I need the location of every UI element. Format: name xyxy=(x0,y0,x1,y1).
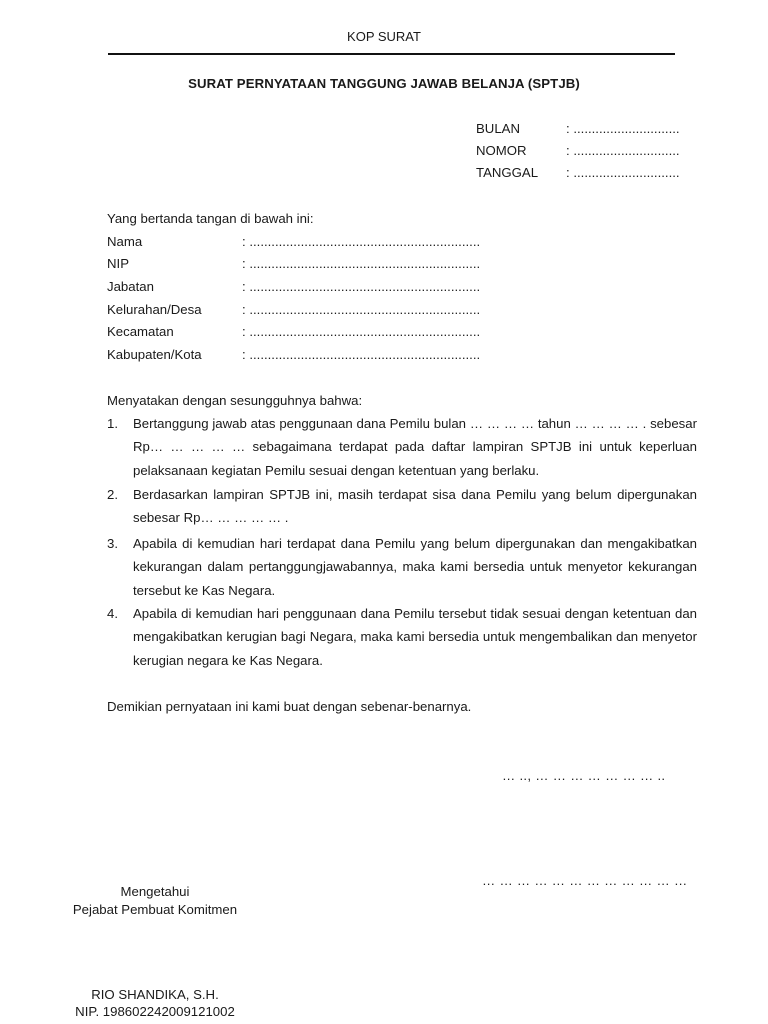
identity-label: Kabupaten/Kota xyxy=(107,347,202,362)
statement-intro: Menyatakan dengan sesungguhnya bahwa: xyxy=(107,393,363,408)
item-number: 3. xyxy=(107,536,118,551)
identity-label: Jabatan xyxy=(107,279,154,294)
meta-value: : ............................. xyxy=(566,165,680,180)
identity-label: NIP xyxy=(107,256,129,271)
identity-value: : ............................................................... xyxy=(242,347,481,362)
item-text: Bertanggung jawab atas penggunaan dana Pemilu bulan … … … … tahun … … … … . sebesar Rp… … … … … sebagaimana terdapat pada daftar lampiran SPTJB ini untuk keperluan pelaksanaan kegiatan Pemilu sesuai dengan ketentuan yang berlaku. xyxy=(133,416,697,478)
item-number: 2. xyxy=(107,487,118,502)
header-divider xyxy=(108,53,675,55)
kop-surat-label: KOP SURAT xyxy=(347,29,421,44)
identity-value: : ............................................................... xyxy=(242,234,481,249)
identity-label: Nama xyxy=(107,234,143,249)
closing-statement: Demikian pernyataan ini kami buat dengan sebenar-benarnya. xyxy=(107,699,472,714)
official-nip: NIP. 198602242009121002 xyxy=(75,1004,235,1019)
identity-intro: Yang bertanda tangan di bawah ini: xyxy=(107,211,314,226)
item-text: Apabila di kemudian hari terdapat dana Pemilu yang belum dipergunakan dan mengakibatkan kekurangan dalam pertanggungjawabannya, maka kami bersedia untuk menyetor kekurangan tersebut ke Kas Negara. xyxy=(133,536,697,598)
identity-value: : ............................................................... xyxy=(242,279,481,294)
official-title: Pejabat Pembuat Komitmen xyxy=(72,902,238,917)
identity-label: Kecamatan xyxy=(107,324,174,339)
acknowledge-label: Mengetahui xyxy=(120,884,190,899)
statement-item-1 xyxy=(107,412,697,482)
identity-value: : ............................................................... xyxy=(242,256,481,271)
place-date-placeholder: … .., … … … … … … … .. xyxy=(502,768,666,783)
identity-value: : ............................................................... xyxy=(242,324,481,339)
item-number: 4. xyxy=(107,606,118,621)
meta-value: : ............................. xyxy=(566,121,680,136)
statement-item-3 xyxy=(107,532,697,602)
document-title: SURAT PERNYATAAN TANGGUNG JAWAB BELANJA (SPTJB) xyxy=(188,76,580,91)
item-number: 1. xyxy=(107,416,118,431)
signer-name-placeholder: … … … … … … … … … … … … xyxy=(482,873,688,888)
identity-value: : ............................................................... xyxy=(242,302,481,317)
meta-label: TANGGAL xyxy=(476,165,539,180)
identity-label: Kelurahan/Desa xyxy=(107,302,202,317)
item-text: Berdasarkan lampiran SPTJB ini, masih terdapat sisa dana Pemilu yang belum dipergunakan sebesar Rp… … … … … . xyxy=(133,487,697,526)
meta-label: BULAN xyxy=(476,121,520,136)
statement-item-4 xyxy=(107,602,697,672)
meta-value: : ............................. xyxy=(566,143,680,158)
statement-item-2 xyxy=(107,483,697,530)
official-name: RIO SHANDIKA, S.H. xyxy=(91,987,219,1002)
meta-label: NOMOR xyxy=(476,143,527,158)
item-text: Apabila di kemudian hari penggunaan dana Pemilu tersebut tidak sesuai dengan ketentuan dan mengakibatkan kerugian bagi Negara, maka kami bersedia untuk mengembalikan dan menyetor kerugian negara ke Kas Negara. xyxy=(133,606,697,668)
